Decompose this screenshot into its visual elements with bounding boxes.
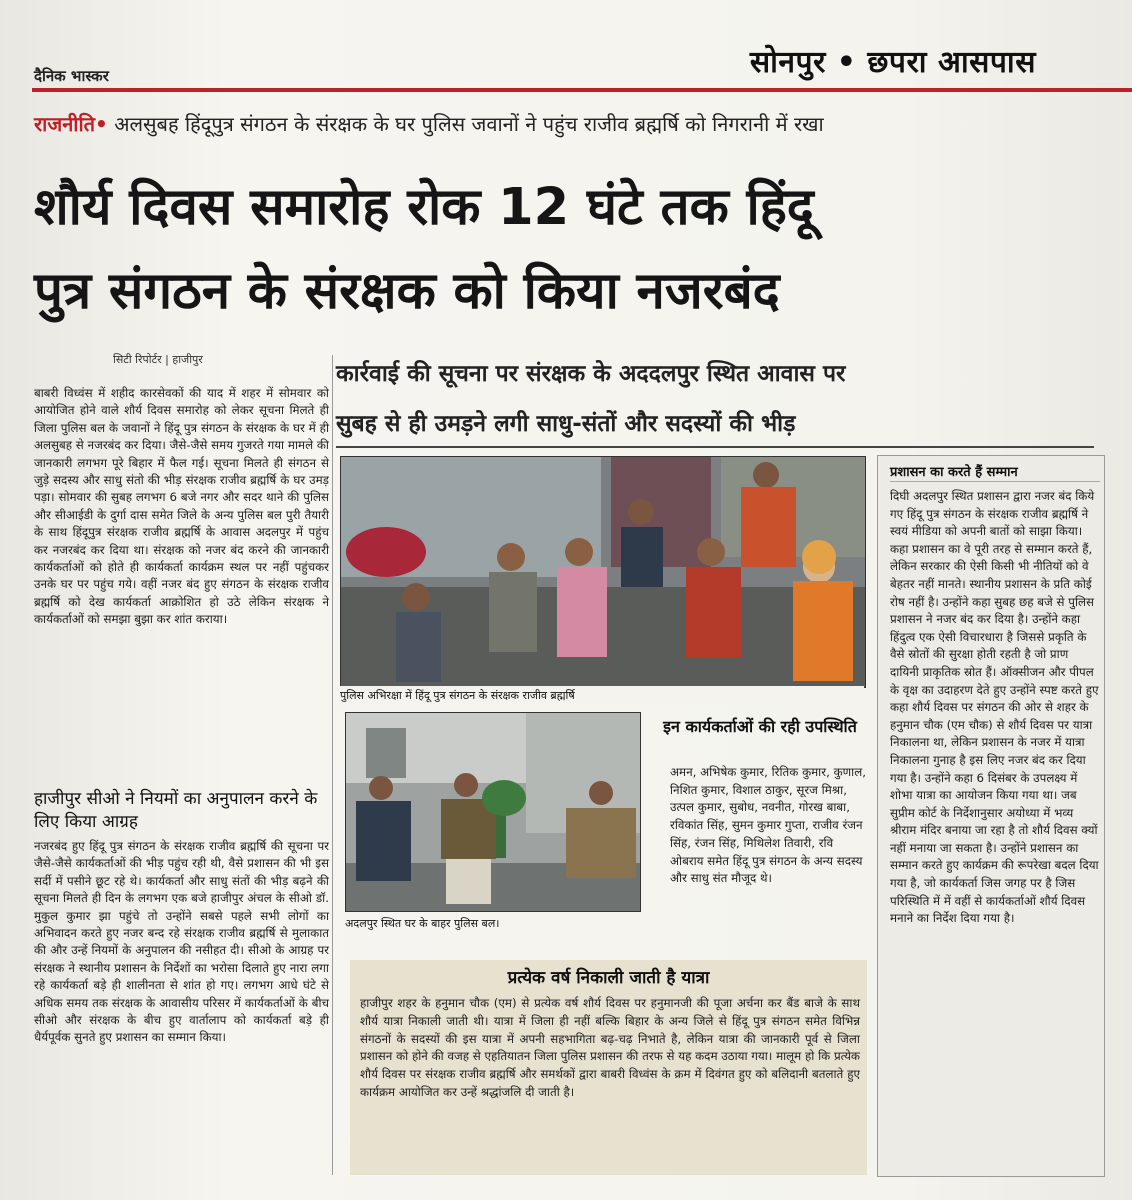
attendance-list: अमन, अभिषेक कुमार, रितिक कुमार, कुणाल, निशित कुमार, विशाल ठाकुर, सूरज मिश्रा, उत्पल कुमार, सुबोध, नवनीत, गोरख बाबा, रविकांत सिंह, सुमन कुमार गुप्ता, राजीव रंजन सिंह, रंजन सिंह, मिथिलेश तिवारी, रवि ओबराय समेत हिंदू पुत्र संगठन के अन्य सदस्य और साधु संत मौजूद थे। — [670, 765, 866, 886]
byline: सिटी रिपोर्टर | हाजीपुर — [113, 353, 203, 366]
attendance-heading: इन कार्यकर्ताओं की रही उपस्थिति — [663, 717, 857, 736]
kicker-text: अलसुबह हिंदूपुत्र संगठन के संरक्षक के घर पुलिस जवानों ने पहुंच राजीव ब्रह्मर्षि को निगरानी में रखा — [107, 112, 824, 136]
newspaper-name: दैनिक भास्कर — [34, 67, 109, 85]
headline-line-1: शौर्य दिवस समारोह रोक 12 घंटे तक हिंदू — [34, 178, 814, 237]
photo-caption-police: अदलपुर स्थित घर के बाहर पुलिस बल। — [345, 917, 500, 930]
news-photo-protest — [340, 456, 866, 688]
highlight-box-title: प्रत्येक वर्ष निकाली जाती है यात्रा — [507, 968, 710, 988]
column-divider — [332, 355, 333, 1175]
masthead-rule — [32, 88, 1132, 92]
body-paragraph: बाबरी विध्वंस में शहीद कारसेवकों की याद में शहर में सोमवार को आयोजित होने वाले शौर्य दिवस समारोह को लेकर सूचना मिलते ही जिला पुलिस बल के जवानों ने हिंदू पुत्र संगठन के संरक्षक के घर में ही अलसुबह से नजरबंद कर दिया। जैसे-जैसे समय गुजरते गया मामले की जानकारी लगभग पूरे बिहार में फैल गई। सूचना मिलते ही संगठन से जुड़े सदस्य और साधु संतो की भीड़ संरक्षक राजीव ब्रह्मर्षि के घर उमड़ पड़ा। सोमवार की सुबह लगभग 6 बजे नगर और सदर थाने की पुलिस और सीआईडी के दुर्गा दास समेत जिले के अन्य पुलिस बल पुरी तैयारी के साथ हिंदूपुत्र संरक्षक राजीव ब्रह्मर्षि के आवास अदलपुर में पहुंच कर नजरबंद कर दिया था। संरक्षक को नजर बंद करने की जानकारी कार्यकर्ताओं को होते ही कार्यकर्ता कार्यक्रम स्थल पर नहीं पहुंचकर उनके घर पर पहुंच गये। वहीं नजर बंद हुए संगठन के संरक्षक राजीव ब्रह्मर्षि को देख कार्यकर्ता आक्रोशित हो उठे लेकिन संरक्षक ने कार्यकर्ताओं को समझा बुझा कर शांत कराया। — [34, 386, 329, 627]
sidebar-paragraph: दिघी अदलपुर स्थित प्रशासन द्वारा नजर बंद किये गए हिंदू पुत्र संगठन के संरक्षक राजीव ब्रह्मर्षि ने स्वयं मीडिया को अपनी बातों को साझा किया। कहा प्रशासन का वे पूरी तरह से सम्मान करते हैं, लेकिन सरकार की ऐसी किसी भी नीतियों को वे बेहतर नहीं मानते। स्थानीय प्रशासन के प्रति कोई रोष नहीं है। उन्होंने कहा सुबह छह बजे से पुलिस प्रशासन ने नजर बंद कर दिया है। उन्होंने कहा हिंदुत्व एक ऐसी विचारधारा है जिससे प्रकृति के वैसे स्रोतों की सुरक्षा होती रहती है जो प्राण दायिनी प्राकृतिक स्रोत हैं। ऑक्सीजन और पीपल के वृक्ष का उदाहरण देते हुए उन्होंने स्पष्ट करते हुए कहा शौर्य दिवस पर संगठन की ओर से शहर के हनुमान चौक (एम चौक) से शौर्य दिवस पर यात्रा निकालना था, लेकिन प्रशासन के नजर में यात्रा निकालना गुनाह है इस लिए नजर बंद कर दिया गया है। उन्होंने कहा 6 दिसंबर के उपलक्ष्य में शोभा यात्रा का आयोजन किया गया था। जब सुप्रीम कोर्ट के निर्देशानुसार अयोध्या में भव्य श्रीराम मंदिर बनाया जा रहा है तो शौर्य दिवस क्यों नहीं मनाया जा सकता है। उन्होंने प्रशासन का सम्मान करते हुए कार्यक्रम की रूपरेखा बदल दिया गया है, जो कार्यकर्ता जिस जगह पर है जिस परिस्थिति में में वहीं से कार्यकर्ताओं शौर्य दिवस मनाने का निर्देश दिया गया है। — [890, 489, 1099, 926]
column-subheading: हाजीपुर सीओ ने नियमों का अनुपालन करने के लिए किया आग्रह — [34, 789, 318, 832]
kicker — [34, 110, 824, 137]
sidebar-title-rule — [890, 481, 1100, 482]
kicker-tag: राजनीति• — [34, 112, 108, 136]
body-paragraph: नजरबंद हुए हिंदू पुत्र संगठन के संरक्षक राजीव ब्रह्मर्षि की सूचना पर जैसे-जैसे कार्यकर्ताओं की भीड़ पहुंच रही थी, वैसे प्रशासन की भी इस सर्दी में पसीने छूट रहे थे। कार्यकर्ता और साधु संतों की भीड़ बढ़ने की सूचना मिलते ही दिन के लगभग एक बजे हाजीपुर अंचल के सीओ डॉ. मुकुल कुमार झा पहुंचे तो उन्होंने सबसे पहले सभी लोगों का अभिवादन करते हुए नजर बन्द रहे संरक्षक राजीव ब्रह्मर्षि से मुलाकात की और उन्हें नियमों के अनुपालन की नसीहत दी। सीओ के आग्रह पर संरक्षक ने स्थानीय प्रशासन के निर्देशों का भरोसा दिलाते हुए नारा लगा रहे कार्यकर्ता बड़े ही शालीनता से शांत हो गए। लगभग आधे घंटे से अधिक समय तक संरक्षक के आवासीय परिसर में कार्यकर्ताओं के बीच सीओ और संरक्षक के बीच हुए वार्तालाप को कार्यकर्ता बड़े ही धैर्यपूर्वक सुनते हुए प्रशासन का सम्मान किया। — [34, 839, 329, 1045]
highlight-box-body — [360, 995, 860, 1102]
sidebar-box-body — [890, 488, 1100, 928]
section-title: सोनपुर • छपरा आसपास — [749, 45, 1036, 80]
photo-caption: पुलिस अभिरक्षा में हिंदू पुत्र संगठन के संरक्षक राजीव ब्रह्मर्षि — [340, 686, 864, 705]
news-photo-police — [345, 712, 641, 912]
article-body-column-1 — [34, 385, 329, 629]
subheadline-line-1: कार्रवाई की सूचना पर संरक्षक के अददलपुर स्थित आवास पर — [336, 361, 846, 387]
highlight-paragraph: हाजीपुर शहर के हनुमान चौक (एम) से प्रत्येक वर्ष शौर्य दिवस पर हनुमानजी की पूजा अर्चना कर बैंड बाजे के साथ शौर्य यात्रा निकाली जाती थी। यात्रा में जिला ही नहीं बल्कि बिहार के अन्य जिले से हिंदू पुत्र संगठन समेत विभिन्न संगठनों के सदस्यों की इस यात्रा में अपनी सहभागिता बढ़-चढ़ निभाते है, लेकिन यात्रा की जानकारी पूर्व से जिला प्रशासन को होने की वजह से एहतियातन जिला पुलिस प्रशासन की तरफ से यह कदम उठाया गया। मालूम हो कि प्रत्येक शौर्य दिवस पर संरक्षक राजीव ब्रह्मर्षि और समर्थकों द्वारा बाबरी विध्वंस के क्रम में दिवंगत हुए को बलिदानी बतलाते हुए कार्यक्रम आयोजित कर उन्हें श्रद्धांजलि दी जाती है। — [360, 996, 860, 1099]
headline-line-2: पुत्र संगठन के संरक्षक को किया नजरबंद — [34, 262, 780, 321]
subheadline-line-2: सुबह से ही उमड़ने लगी साधु-संतों और सदस्यों की भीड़ — [336, 411, 796, 437]
article-body-column-1b — [34, 838, 329, 1047]
subheadline-rule — [336, 446, 1094, 448]
sidebar-box-title: प्रशासन का करते हैं सम्मान — [890, 465, 1018, 480]
